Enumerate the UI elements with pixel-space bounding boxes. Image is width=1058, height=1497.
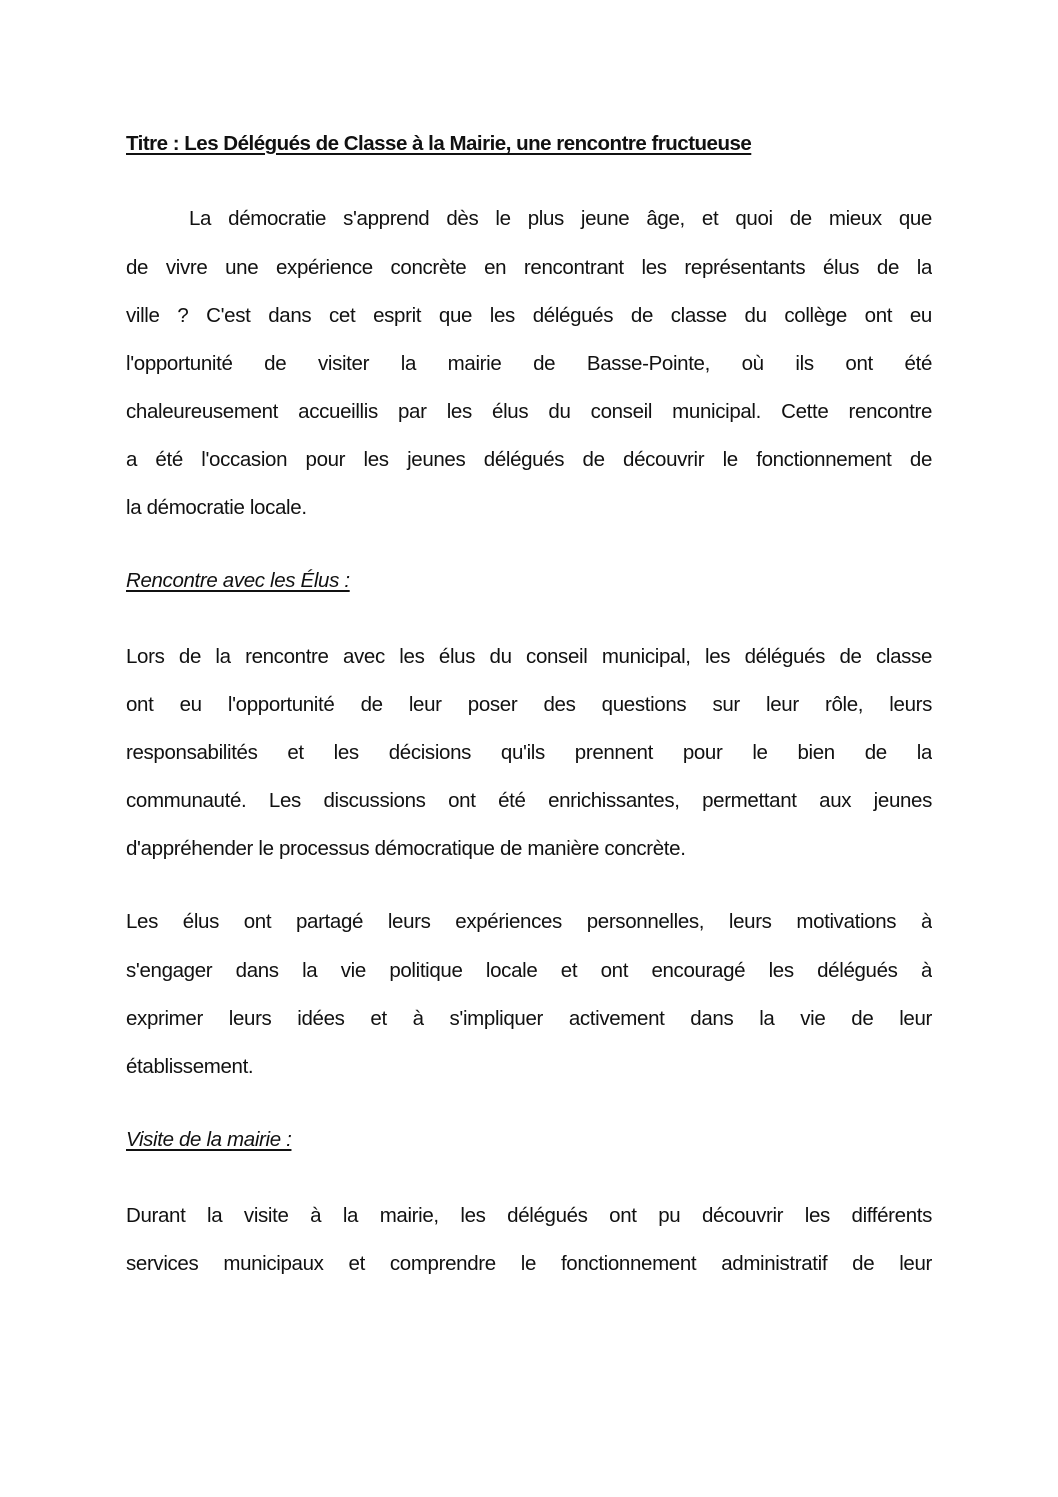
document-title: Titre : Les Délégués de Classe à la Mairie, une rencontre fructueuse bbox=[126, 132, 752, 155]
text-line: a été l'occasion pour les jeunes délégués de découvrir le fonctionnement de bbox=[126, 448, 932, 471]
text-line: Durant la visite à la mairie, les délégués ont pu découvrir les différents bbox=[126, 1204, 932, 1227]
text-line: ville ? C'est dans cet esprit que les délégués de classe du collège ont eu bbox=[126, 304, 932, 327]
text-line: la démocratie locale. bbox=[126, 496, 307, 519]
text-line: d'appréhender le processus démocratique de manière concrète. bbox=[126, 837, 686, 860]
text-line: communauté. Les discussions ont été enrichissantes, permettant aux jeunes bbox=[126, 789, 932, 812]
text-line: l'opportunité de visiter la mairie de Basse-Pointe, où ils ont été bbox=[126, 352, 932, 375]
text-line: ont eu l'opportunité de leur poser des questions sur leur rôle, leurs bbox=[126, 693, 932, 716]
text-line: de vivre une expérience concrète en rencontrant les représentants élus de la bbox=[126, 256, 932, 279]
section-heading-rencontre: Rencontre avec les Élus : bbox=[126, 569, 350, 592]
text-line: services municipaux et comprendre le fonctionnement administratif de leur bbox=[126, 1252, 932, 1275]
text-line: exprimer leurs idées et à s'impliquer activement dans la vie de leur bbox=[126, 1007, 932, 1030]
text-line: Lors de la rencontre avec les élus du conseil municipal, les délégués de classe bbox=[126, 645, 932, 668]
text-line: chaleureusement accueillis par les élus du conseil municipal. Cette rencontre bbox=[126, 400, 932, 423]
text-line: La démocratie s'apprend dès le plus jeune âge, et quoi de mieux que bbox=[189, 207, 932, 230]
text-line: responsabilités et les décisions qu'ils prennent pour le bien de la bbox=[126, 741, 932, 764]
text-line: s'engager dans la vie politique locale et ont encouragé les délégués à bbox=[126, 959, 932, 982]
section-heading-visite: Visite de la mairie : bbox=[126, 1128, 292, 1151]
text-line: établissement. bbox=[126, 1055, 254, 1078]
text-line: Les élus ont partagé leurs expériences personnelles, leurs motivations à bbox=[126, 910, 932, 933]
